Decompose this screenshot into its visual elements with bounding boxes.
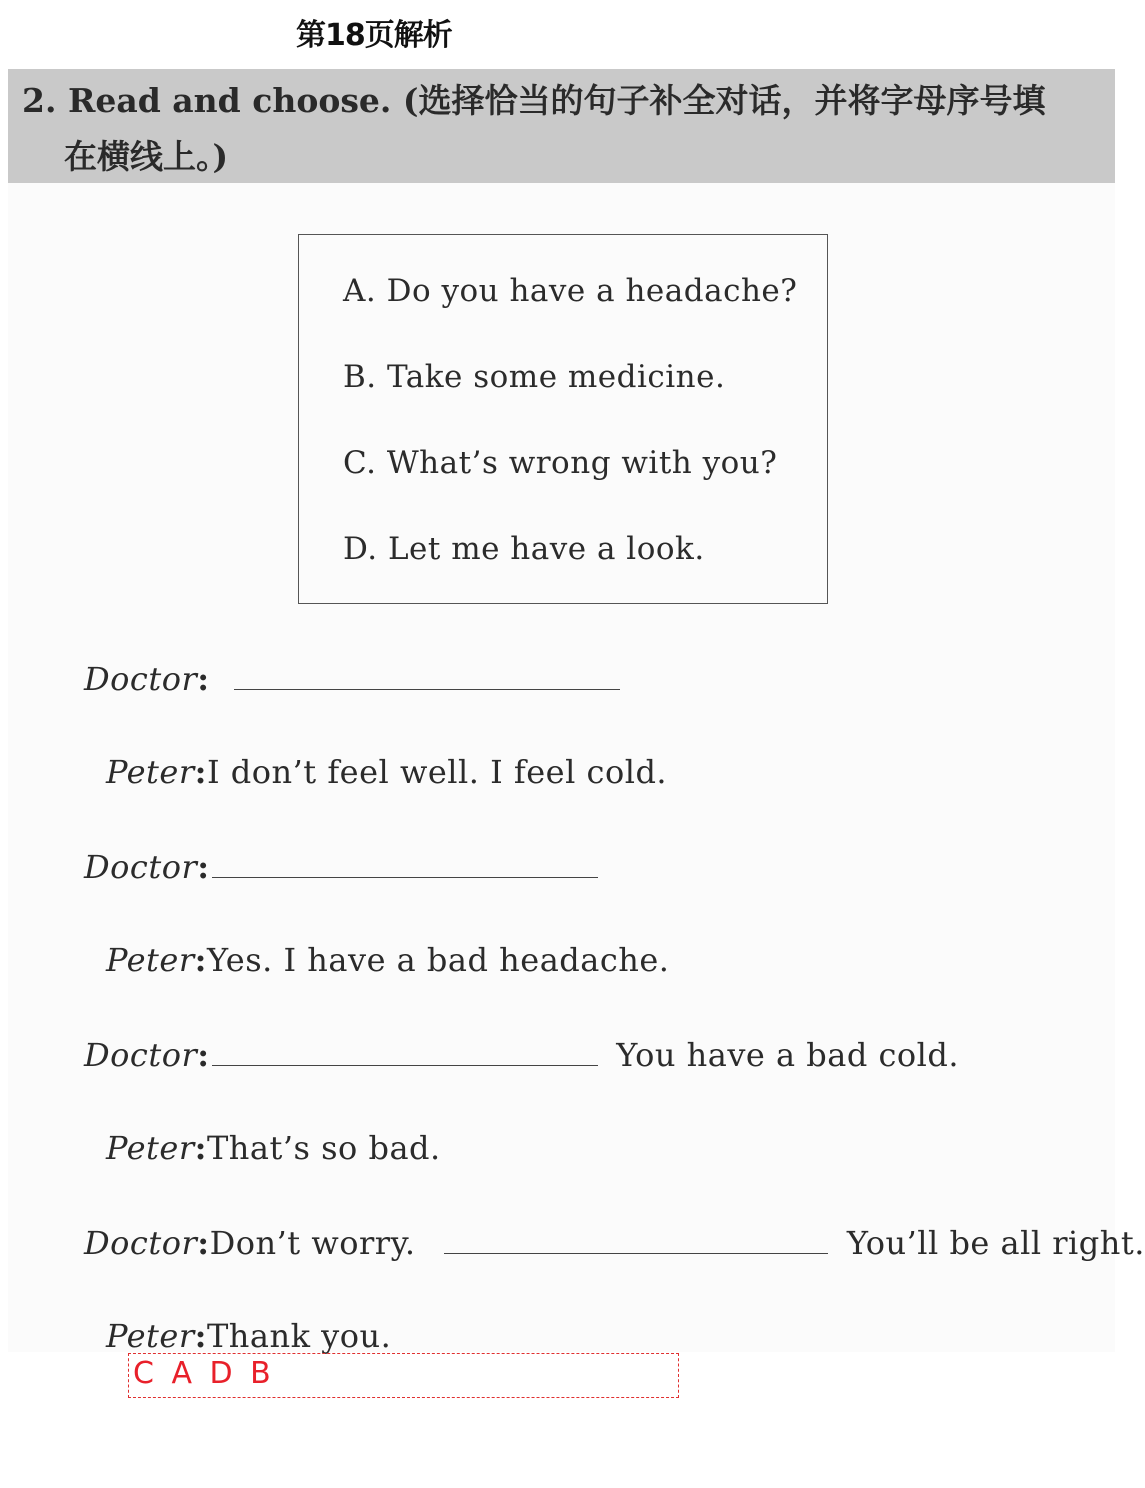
option-a: A. Do you have a headache? xyxy=(343,273,798,309)
exercise-instruction-line1: 2. Read and choose. (选择恰当的句子补全对话，并将字母序号填 xyxy=(22,81,1046,120)
dialogue-line-2: Peter:I don’t feel well. I feel cold. xyxy=(106,753,668,791)
exercise-instruction-line2: 在横线上。) xyxy=(64,137,229,176)
dialogue-line-7: Doctor:Don’t worry. You’ll be all right. xyxy=(84,1224,1145,1262)
peter-reply-2: Yes. I have a bad headache. xyxy=(206,941,670,979)
peter-reply-3: That’s so bad. xyxy=(206,1129,441,1167)
dialogue-line-8: Peter:Thank you. xyxy=(106,1317,392,1355)
option-d: D. Let me have a look. xyxy=(343,531,705,567)
dialogue-line-6: Peter:That’s so bad. xyxy=(106,1129,441,1167)
speaker-doctor: Doctor xyxy=(84,1036,198,1074)
speaker-peter: Peter xyxy=(106,941,195,979)
answer-blank-3 xyxy=(212,1035,598,1066)
peter-reply-4: Thank you. xyxy=(206,1317,392,1355)
dialogue-line-5: Doctor: You have a bad cold. xyxy=(84,1036,960,1074)
option-b: B. Take some medicine. xyxy=(343,359,726,395)
peter-reply-1: I don’t feel well. I feel cold. xyxy=(206,753,668,791)
option-c: C. What’s wrong with you? xyxy=(343,445,778,481)
answer-box xyxy=(128,1353,679,1398)
speaker-doctor: Doctor xyxy=(84,1224,198,1262)
doctor-statement-2: Don’t worry. xyxy=(209,1224,416,1262)
answer-blank-4 xyxy=(444,1223,828,1254)
speaker-doctor: Doctor xyxy=(84,848,198,886)
dialogue-line-3: Doctor: xyxy=(84,847,598,886)
answer-blank-2 xyxy=(212,847,598,878)
speaker-peter: Peter xyxy=(106,1129,195,1167)
speaker-peter: Peter xyxy=(106,753,195,791)
scanned-exercise xyxy=(8,69,1145,1355)
speaker-doctor: Doctor xyxy=(84,660,198,698)
answer-blank-1 xyxy=(234,659,620,690)
doctor-statement-3: You’ll be all right. xyxy=(846,1224,1145,1262)
doctor-statement-1: You have a bad cold. xyxy=(616,1036,960,1074)
dialogue-line-1: Doctor: xyxy=(84,659,620,698)
speaker-peter: Peter xyxy=(106,1317,195,1355)
page-title: 第18页解析 xyxy=(296,18,452,53)
dialogue-line-4: Peter:Yes. I have a bad headache. xyxy=(106,941,670,979)
exercise-heading-banner xyxy=(8,69,1115,183)
answer-text: C A D B xyxy=(133,1356,275,1391)
options-box xyxy=(298,234,828,604)
